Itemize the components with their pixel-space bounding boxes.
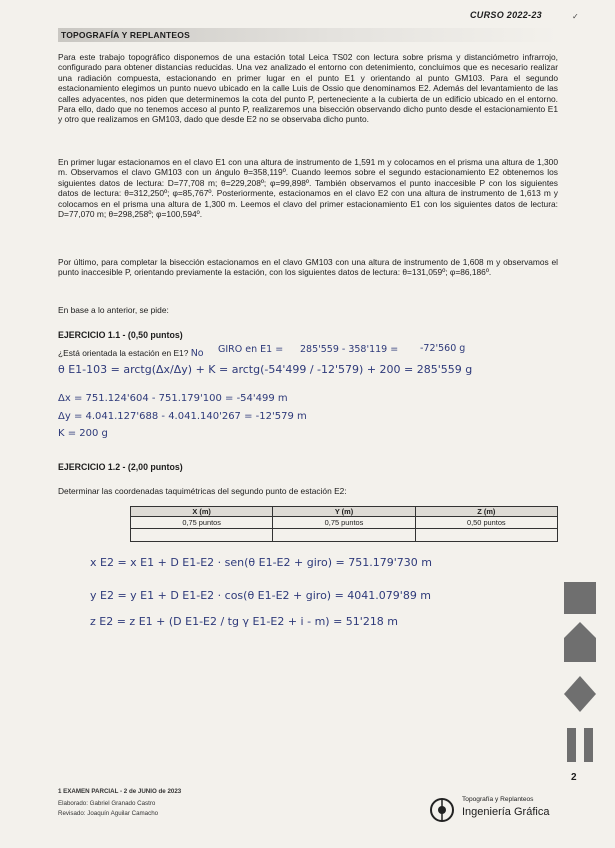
footer-reviewed-by: Revisado: Joaquín Aguilar Camacho [58,810,159,817]
section-title: TOPOGRAFÍA Y REPLANTEOS [61,30,190,40]
pause-bar-right-icon [584,728,593,762]
handwritten-no: No [190,348,204,359]
question-text: ¿Está orientada la estación en E1? [58,348,189,358]
header-y: Y (m) [273,507,415,517]
handwritten-delta-y: Δy = 4.041.127'688 - 4.041.140'267 = -12'579 m [58,411,307,422]
table-answer-row [131,529,558,542]
handwritten-giro-label: GIRO en E1 = [218,344,284,355]
page-number: 2 [571,772,577,783]
exercise-1-2-question: Determinar las coordenadas taquimétricas del segundo punto de estación E2: [58,486,347,496]
intro-paragraph-3: Por último, para completar la bisección estacionamos en el clavo GM103 con una altura de instrumento de 1,608 m y observamos el punto inaccesible P, orientando previamente la estación, con los siguientes datos de lectura: θ=131,059º; φ=86,186º. [58,257,558,278]
square-shape-icon [564,582,596,614]
points-x: 0,75 puntos [131,517,273,529]
coordinates-table [130,506,558,542]
institution-logo-icon [429,797,455,823]
exercise-1-1-heading: EJERCICIO 1.1 - (0,50 puntos) [58,330,183,340]
exercise-1-1-question [58,348,204,359]
table-points-row [131,517,558,529]
decorative-shapes [560,580,600,770]
handwritten-z-e2: z E2 = z E1 + (D E1-E2 / tg γ E1-E2 + i - m) = 51'218 m [90,615,399,628]
intro-paragraph-1: Para este trabajo topográfico disponemos de una estación total Leica TS02 con lectura sobre prisma y distanciómetro infrarrojo, configurado para obtener distancias reducidas. Una vez analizado el entorno con detenimiento, concluimos que es necesario realizar una radiación compuesta, estacionando en primer lugar en el punto E1 y orientando al punto GM103. Para el segundo estacionamiento elegimos un punto nuevo ubicado en la calle Luis de Ossio que denominamos E2. Además del levantamiento de las calles adyacentes, nos piden que determinemos la cota del punto P, perteneciente a la cubierta de un edificio ubicado en el entorno. Para ello, dado que no tenemos acceso al punto P, realizaremos una bisección observando dicho punto desde el estacionamiento E1 y otro que realizamos en GM103, dado que desde E2 no se observaba dicho punto. [58,52,558,125]
handwritten-giro-expression: 285'559 - 358'119 = [300,344,399,355]
handwritten-x-e2: x E2 = x E1 + D E1-E2 · sen(θ E1-E2 + giro) = 751.179'730 m [90,556,432,569]
handwritten-delta-x: Δx = 751.124'604 - 751.179'100 = -54'499 m [58,393,288,404]
points-z: 0,50 puntos [415,517,557,529]
handwritten-theta-formula: θ E1-103 = arctg(Δx/Δy) + K = arctg(-54'499 / -12'579) + 200 = 285'559 g [58,363,473,376]
pause-bar-left-icon [567,728,576,762]
table-header-row [131,507,558,517]
intro-paragraph-2: En primer lugar estacionamos en el clavo E1 con una altura de instrumento de 1,591 m y colocamos en el prisma una altura de 1,300 m. Observamos el clavo GM103 con un ángulo θ=358,119º. Cuando leemos sobre el segundo estacionamiento E2 obtenemos los siguientes datos de lectura: D=77,708 m; θ=229,208º; φ=99,898º. También observamos el punto inaccesible P con los siguientes datos de lectura: θ=312,250º; φ=85,767º. Posteriormente, estacionamos en el clavo E2 con una altura de instrumento de 1,613 m y colocamos en el prisma una altura de 1,300 m. Leemos el clavo del primer estacionamiento E1 con los siguientes datos de lectura: D=77,070 m; θ=298,258º; φ=100,594º. [58,157,558,220]
points-y: 0,75 puntos [273,517,415,529]
brand-subject: Topografía y Replanteos [462,796,534,803]
handwritten-giro-result: -72'560 g [420,343,466,354]
intro-paragraph-4: En base a lo anterior, se pide: [58,305,169,315]
handwritten-y-e2: y E2 = y E1 + D E1-E2 · cos(θ E1-E2 + giro) = 4041.079'89 m [90,589,432,602]
course-label: CURSO 2022-23 [470,10,542,20]
diamond-shape-icon [564,676,596,712]
answer-z-cell [415,529,557,542]
header-x: X (m) [131,507,273,517]
footer-exam: 1 EXAMEN PARCIAL - 2 de JUNIO de 2023 [58,788,182,795]
footer-prepared-by: Elaborado: Gabriel Granado Castro [58,800,156,807]
arrow-up-shape-icon [564,622,596,662]
brand-department: Ingeniería Gráfica [462,806,550,818]
answer-x-cell [131,529,273,542]
handwritten-k-constant: K = 200 g [58,428,108,439]
exercise-1-2-heading: EJERCICIO 1.2 - (2,00 puntos) [58,462,183,472]
header-z: Z (m) [415,507,557,517]
corner-handwritten-mark: ✓ [572,12,579,21]
answer-y-cell [273,529,415,542]
